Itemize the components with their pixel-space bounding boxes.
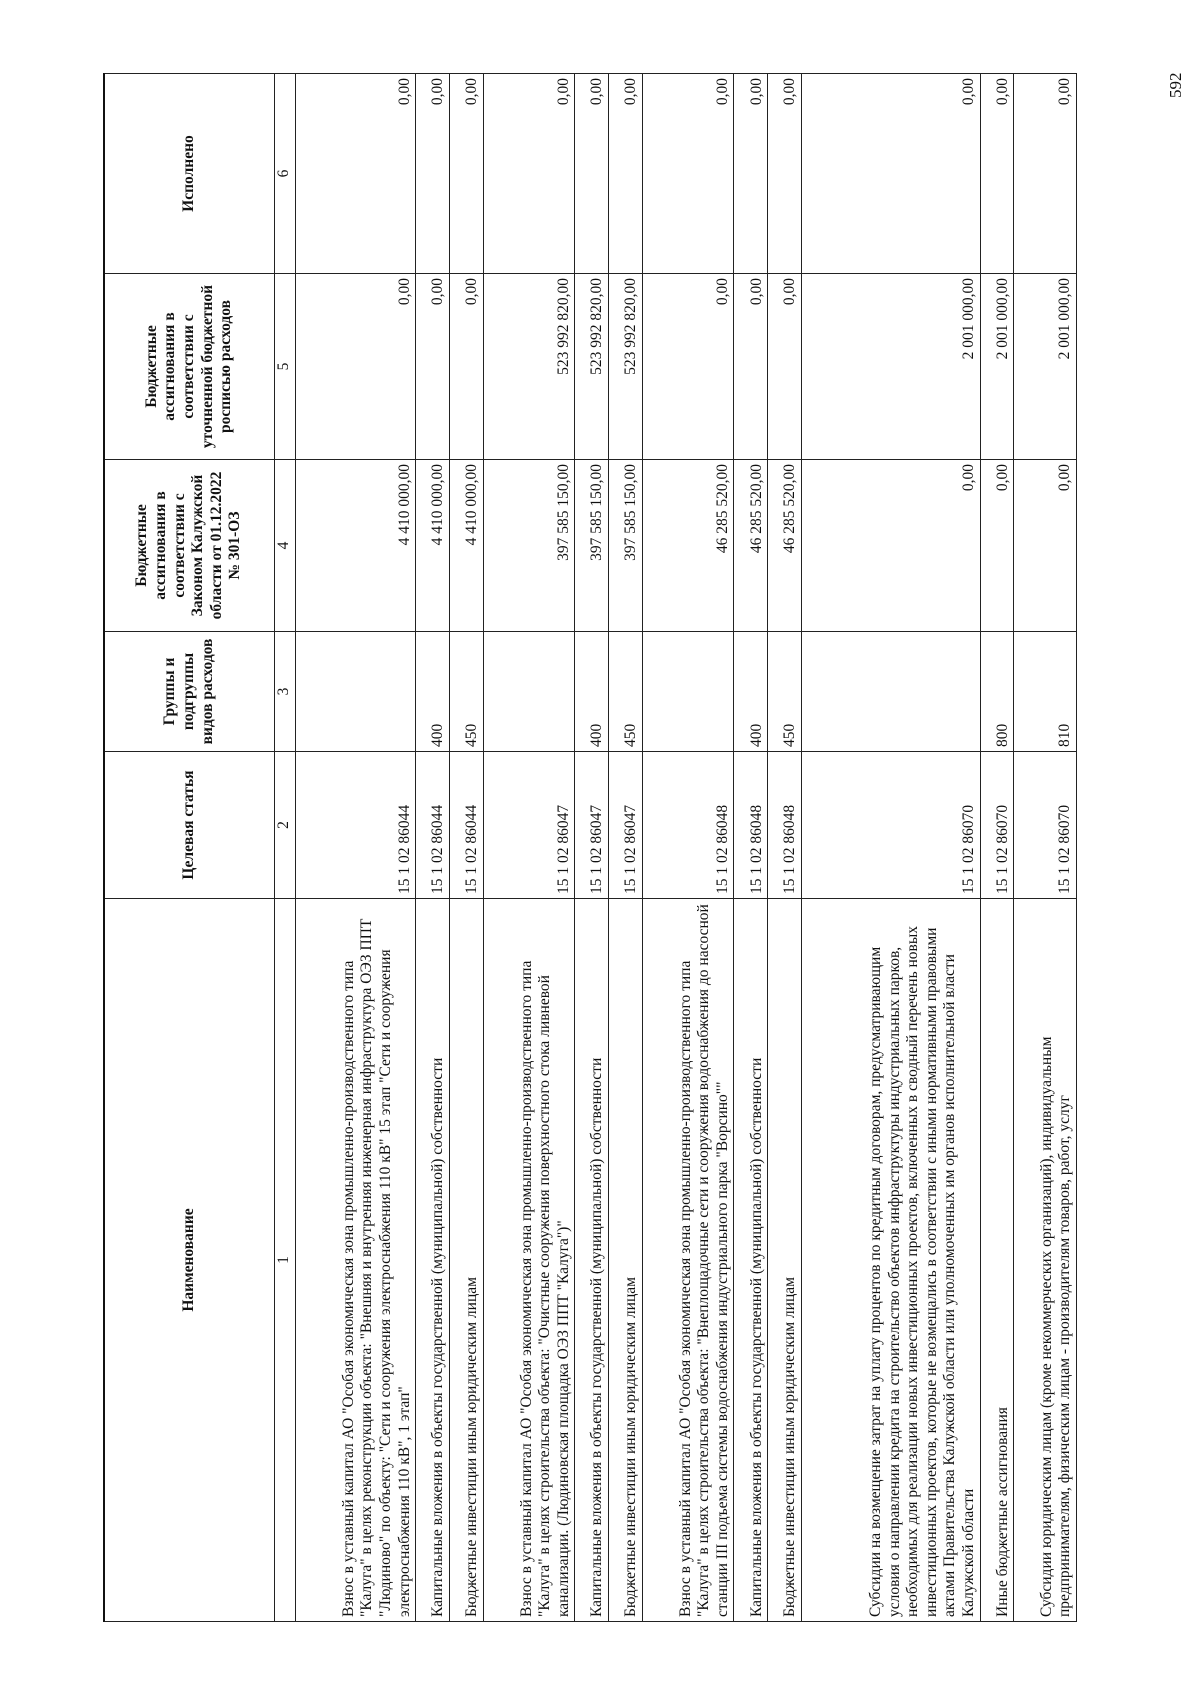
table-row	[295, 74, 416, 1622]
table-row	[575, 74, 609, 1622]
table-row	[609, 74, 643, 1622]
cell-group: 810	[1014, 632, 1077, 752]
table-row	[734, 74, 768, 1622]
cell-code: 15 1 02 86044	[295, 752, 416, 899]
header-law-allocations: Бюджетные ассигнования в соответствии с Законом Калужской области от 01.12.2022 № 301-ОЗ	[104, 460, 274, 632]
cell-group: 400	[416, 632, 450, 752]
table-row	[980, 74, 1014, 1622]
cell-executed: 0,00	[980, 74, 1014, 274]
table-row	[1014, 74, 1077, 1622]
cell-name: Бюджетные инвестиции иным юридическим лицам	[609, 899, 643, 1622]
cell-executed: 0,00	[416, 74, 450, 274]
cell-group	[801, 632, 980, 752]
header-target-article: Целевая статья	[104, 752, 274, 899]
cell-executed: 0,00	[768, 74, 802, 274]
rotated-table-container	[103, 74, 1077, 1622]
cell-law: 4 410 000,00	[295, 460, 416, 632]
cell-name: Субсидии юридическим лицам (кроме некоммерческих организаций), индивидуальным предпринимателям, физическим лицам - производителям товаров, работ, услуг	[1014, 899, 1077, 1622]
cell-group: 400	[575, 632, 609, 752]
cell-code: 15 1 02 86070	[980, 752, 1014, 899]
cell-executed: 0,00	[575, 74, 609, 274]
header-group: Группы и подгруппы видов расходов	[104, 632, 274, 752]
cell-executed: 0,00	[295, 74, 416, 274]
header-executed: Исполнено	[104, 74, 274, 274]
cell-refined: 2 001 000,00	[980, 274, 1014, 460]
column-index: 2	[274, 752, 295, 899]
cell-law: 46 285 520,00	[768, 460, 802, 632]
cell-law: 397 585 150,00	[483, 460, 575, 632]
cell-executed: 0,00	[1014, 74, 1077, 274]
cell-group: 400	[734, 632, 768, 752]
cell-group: 450	[449, 632, 483, 752]
cell-refined: 0,00	[416, 274, 450, 460]
cell-name: Взнос в уставный капитал АО "Особая экономическая зона промышленно-производственного типа "Калуга" в целях строительства объекта: "Очистные сооружения поверхностного стока ливневой канализации. (Людиновская площадка ОЭЗ ППТ "Калуга")"	[483, 899, 575, 1622]
cell-executed: 0,00	[801, 74, 980, 274]
table-row	[768, 74, 802, 1622]
cell-law: 0,00	[980, 460, 1014, 632]
cell-name: Иные бюджетные ассигнования	[980, 899, 1014, 1622]
cell-group: 800	[980, 632, 1014, 752]
cell-refined: 523 992 820,00	[575, 274, 609, 460]
cell-refined: 0,00	[295, 274, 416, 460]
cell-executed: 0,00	[734, 74, 768, 274]
page-number: 592	[1166, 72, 1185, 98]
cell-group: 450	[609, 632, 643, 752]
cell-law: 46 285 520,00	[734, 460, 768, 632]
cell-refined: 523 992 820,00	[609, 274, 643, 460]
cell-name: Капитальные вложения в объекты государственной (муниципальной) собственности	[575, 899, 609, 1622]
cell-name: Субсидии на возмещение затрат на уплату процентов по кредитным договорам, предусматривающим условия о направлении кредита на строительство объектов инфраструктуры индустриальных парков, необходимых для реализации новых инвестиционных проектов, включенных в сводный перечень новых инвестиционных проектов, которые не возмещались в соответствии с иными нормативными правовыми актами Правительства Калужской области или уполномоченных им органов исполнительной власти Калужской области	[801, 899, 980, 1622]
cell-code: 15 1 02 86047	[609, 752, 643, 899]
column-index: 1	[274, 899, 295, 1622]
cell-code: 15 1 02 86044	[449, 752, 483, 899]
cell-name: Капитальные вложения в объекты государственной (муниципальной) собственности	[416, 899, 450, 1622]
cell-refined: 2 001 000,00	[801, 274, 980, 460]
column-index: 5	[274, 274, 295, 460]
table-row	[449, 74, 483, 1622]
column-index: 4	[274, 460, 295, 632]
cell-law: 46 285 520,00	[642, 460, 734, 632]
cell-group: 450	[768, 632, 802, 752]
table-row	[801, 74, 980, 1622]
cell-code: 15 1 02 86048	[642, 752, 734, 899]
cell-law: 397 585 150,00	[609, 460, 643, 632]
cell-refined: 0,00	[734, 274, 768, 460]
cell-code: 15 1 02 86048	[768, 752, 802, 899]
cell-refined: 2 001 000,00	[1014, 274, 1077, 460]
cell-group	[642, 632, 734, 752]
table-row	[416, 74, 450, 1622]
header-name: Наименование	[104, 899, 274, 1622]
cell-code: 15 1 02 86070	[801, 752, 980, 899]
cell-refined: 523 992 820,00	[483, 274, 575, 460]
cell-law: 4 410 000,00	[416, 460, 450, 632]
cell-code: 15 1 02 86048	[734, 752, 768, 899]
cell-code: 15 1 02 86047	[483, 752, 575, 899]
cell-refined: 0,00	[449, 274, 483, 460]
column-index: 6	[274, 74, 295, 274]
table-row	[642, 74, 734, 1622]
cell-name: Бюджетные инвестиции иным юридическим лицам	[768, 899, 802, 1622]
cell-law: 0,00	[801, 460, 980, 632]
cell-refined: 0,00	[768, 274, 802, 460]
cell-code: 15 1 02 86044	[416, 752, 450, 899]
cell-code: 15 1 02 86070	[1014, 752, 1077, 899]
column-index: 3	[274, 632, 295, 752]
cell-executed: 0,00	[642, 74, 734, 274]
cell-law: 4 410 000,00	[449, 460, 483, 632]
cell-executed: 0,00	[609, 74, 643, 274]
budget-table	[103, 73, 1077, 1622]
cell-executed: 0,00	[483, 74, 575, 274]
table-row	[483, 74, 575, 1622]
cell-name: Бюджетные инвестиции иным юридическим лицам	[449, 899, 483, 1622]
cell-group	[483, 632, 575, 752]
cell-code: 15 1 02 86047	[575, 752, 609, 899]
cell-name: Взнос в уставный капитал АО "Особая экономическая зона промышленно-производственного типа "Калуга" в целях строительства объекта: "Внеплощадочные сети и сооружения водоснабжения до насосной станции III подъема системы водоснабжения индустриального парка "Ворсино""	[642, 899, 734, 1622]
cell-name: Взнос в уставный капитал АО "Особая экономическая зона промышленно-производственного типа "Калуга" в целях реконструкции объекта: "Внешняя и внутренняя инженерная инфраструктура ОЭЗ ППТ "Людиново" по объекту: "Сети и сооружения электроснабжения 110 кВ" 15 этап "Сети и сооружения электроснабжения 110 кВ", 1 этап"	[295, 899, 416, 1622]
cell-group	[295, 632, 416, 752]
header-refined-allocations: Бюджетные ассигнования в соответствии с уточненной бюджетной росписью расходов	[104, 274, 274, 460]
cell-law: 0,00	[1014, 460, 1077, 632]
cell-name: Капитальные вложения в объекты государственной (муниципальной) собственности	[734, 899, 768, 1622]
cell-refined: 0,00	[642, 274, 734, 460]
cell-law: 397 585 150,00	[575, 460, 609, 632]
cell-executed: 0,00	[449, 74, 483, 274]
